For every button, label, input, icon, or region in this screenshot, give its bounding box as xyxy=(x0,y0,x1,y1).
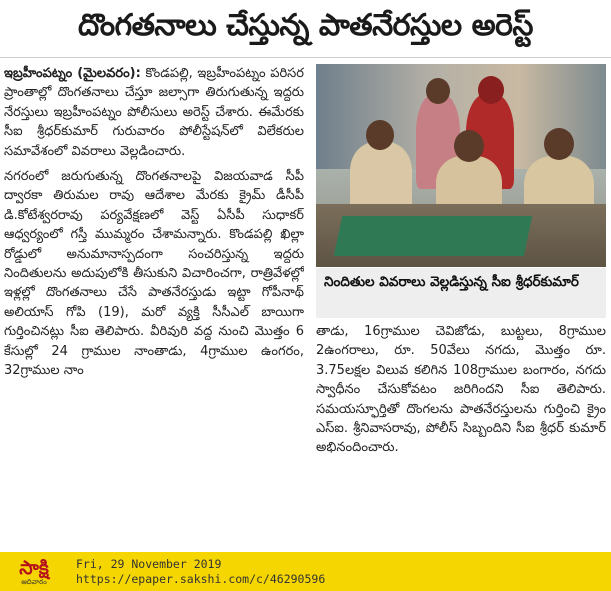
article-paragraph-2: నగరంలో జరుగుతున్న దొంగతనాలపై విజయవాడ సీపీ ద్వారకా తిరుమల రావు ఆదేశాల మేరకు క్రైమ్ డీసీపీ డి.కోటేశ్వరరావు పర్యవేక్షణలో వెస్ట్ ఏసీపీ సుధాకర్ ఆధ్వర్యంలో గస్తీ ముమ్మరం చేశామన్నారు. కొండపల్లి ఖిల్లా రోడ్డులో అనుమానాస్పదంగా సంచరిస్తున్న ఇద్దరు నిందితులను అదుపులోకి తీసుకుని విచారించగా, రాత్రివేళల్లో ఇళ్లల్లో దొంగతనాలు చేసే పాతనేరస్తుడు ఇట్టా గోపీనాథ్ అలియాస్ గోపి (19), మరో వ్యక్తి సీసీఎల్ బాయిగా గుర్తించినట్లు సీఐ తెలిపారు. వీరివురి వద్ద నుంచి మొత్తం 6 కేసుల్లో 24 గ్రాముల నాంతాడు, 4గ్రాముల ఉంగరం, 32గ్రాముల నాం xyxy=(4,169,304,379)
dateline: ఇబ్రహీంపట్నం (మైలవరం): xyxy=(4,66,141,81)
footer-date: Fri, 29 November 2019 xyxy=(76,556,222,571)
sakshi-logo xyxy=(0,552,62,591)
photo-seized-items xyxy=(334,216,533,256)
logo-text: సాక్షి xyxy=(19,556,49,579)
paragraph-1-text: కొండపల్లి, ఇబ్రహీంపట్నం పరిసర ప్రాంతాల్లో దొంగతనాలు చేస్తూ జల్సాగా తిరుగుతున్న ఇద్దరు నేరస్తులు ఇబ్రహీంపట్నం పోలీసులు అరెస్ట్ చేశారు. ఈమేరకు సీఐ శ్రీధర్‌కుమార్ గురువారం పోలీస్టేషన్‌లో విలేకరుల సమావేశంలో వివరాలు వెల్లడించారు. xyxy=(4,66,304,159)
photo-head xyxy=(426,78,450,104)
headline: దొంగతనాలు చేస్తున్న పాతనేరస్తుల అరెస్ట్ xyxy=(0,0,611,58)
article-column-left xyxy=(4,64,304,550)
footer-url[interactable]: https://epaper.sakshi.com/c/46290596 xyxy=(76,571,326,586)
footer-info xyxy=(76,557,325,587)
article-paragraph-3: తాడు, 16గ్రాముల చెవిజోడు, బుట్టలు, 8గ్రాముల 2ఉంగరాలు, రూ. 50వేలు నగదు, మొత్తం రూ. 3.75లక్షల విలువ కలిగిన 108గ్రాముల బంగారం, నగదు స్వాధీనం చేసుకోవటం జరిగిందని సీఐ తెలిపారు. సమయస్ఫూర్తితో దొంగలను పాతనేరస్తులను గుర్తించి క్రైం ఎస్ఐ. శ్రీనివాసరావు, పోలీస్ సిబ్బందిని సీఐ శ్రీధర్ కుమార్ అభినందించారు. xyxy=(316,324,606,456)
photo-head xyxy=(544,128,574,160)
logo-subtext: ఆదివారం xyxy=(21,577,47,586)
news-photo xyxy=(316,64,606,267)
photo-caption: నిందితుల వివరాలు వెల్లడిస్తున్న సీఐ శ్రీధర్‌కుమార్ xyxy=(316,268,606,318)
photo-head-covered xyxy=(478,76,504,104)
article-paragraph-1 xyxy=(4,64,304,161)
photo-head xyxy=(366,120,394,150)
footer-bar xyxy=(0,552,611,591)
photo-head xyxy=(454,130,484,162)
article-column-right xyxy=(316,322,606,550)
